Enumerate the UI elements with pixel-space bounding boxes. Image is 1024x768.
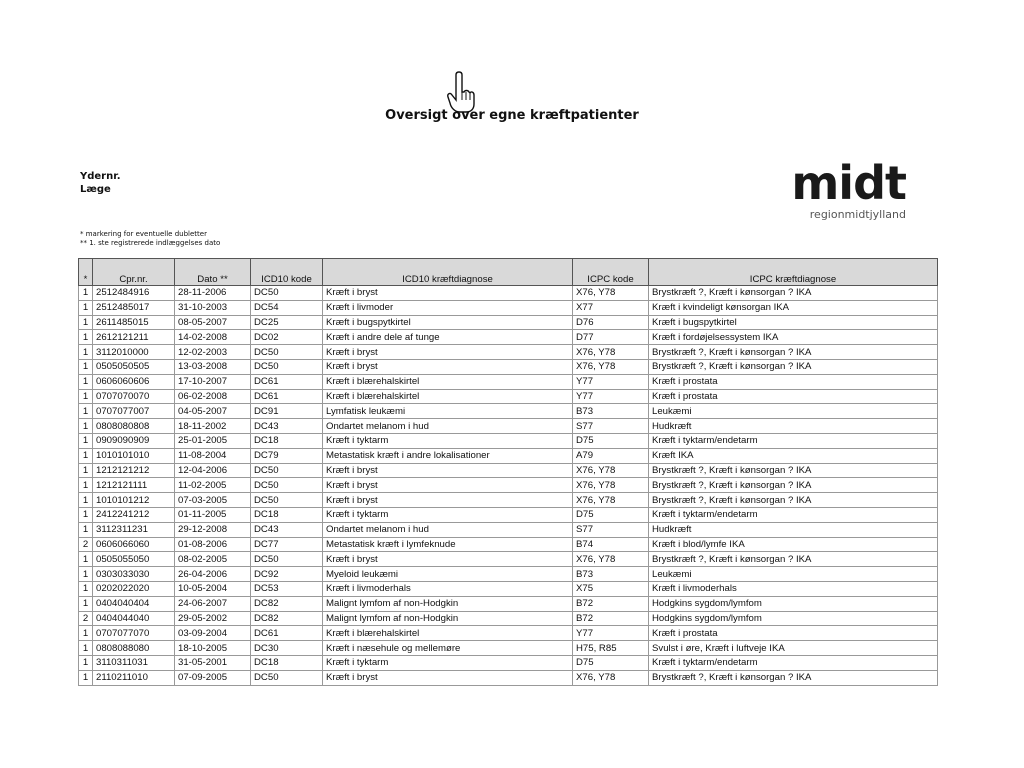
table-body bbox=[79, 286, 938, 686]
icpc-diagnosis: Brystkræft ?, Kræft i kønsorgan ? IKA bbox=[649, 552, 938, 567]
icpc-diagnosis: Kræft i livmoderhals bbox=[649, 581, 938, 596]
icpc-diagnosis: Hodgkins sygdom/lymfom bbox=[649, 596, 938, 611]
icd10-kode-header: ICD10 kode bbox=[251, 259, 323, 286]
date: 03-09-2004 bbox=[175, 626, 251, 641]
icpc-code: X76, Y78 bbox=[573, 478, 649, 493]
icd10-code: DC30 bbox=[251, 641, 323, 656]
table-row bbox=[79, 286, 938, 301]
table-row bbox=[79, 374, 938, 389]
date: 25-01-2005 bbox=[175, 433, 251, 448]
cancer-patients-table bbox=[78, 258, 938, 686]
icpc-diagnosis: Kræft i bugspytkirtel bbox=[649, 315, 938, 330]
icpc-code: B74 bbox=[573, 537, 649, 552]
icd10-diagnosis: Metastatisk kræft i lymfeknude bbox=[323, 537, 573, 552]
icpc-code: X76, Y78 bbox=[573, 359, 649, 374]
date: 10-05-2004 bbox=[175, 581, 251, 596]
icpc-code: A79 bbox=[573, 448, 649, 463]
icd10-code: DC43 bbox=[251, 522, 323, 537]
table-row bbox=[79, 537, 938, 552]
icpc-code: Y77 bbox=[573, 389, 649, 404]
icpc-diagnosis: Kræft i fordøjelsessystem IKA bbox=[649, 330, 938, 345]
dublet-marker: 1 bbox=[79, 330, 93, 345]
dublet-marker: 1 bbox=[79, 300, 93, 315]
date: 18-10-2005 bbox=[175, 641, 251, 656]
dublet-marker: 1 bbox=[79, 345, 93, 360]
cpr-number: 0606060606 bbox=[93, 374, 175, 389]
icd10-code: DC82 bbox=[251, 596, 323, 611]
icd10-code: DC53 bbox=[251, 581, 323, 596]
icd10-diagnosis: Metastatisk kræft i andre lokalisationer bbox=[323, 448, 573, 463]
table-row bbox=[79, 522, 938, 537]
dublet-marker: 1 bbox=[79, 419, 93, 434]
icpc-code: D77 bbox=[573, 330, 649, 345]
cpr-number: 2612121211 bbox=[93, 330, 175, 345]
date: 06-02-2008 bbox=[175, 389, 251, 404]
footnote-date: ** 1. ste registrerede indlæggelses dato bbox=[80, 239, 221, 247]
cpr-number: 2512484916 bbox=[93, 286, 175, 301]
icd10-code: DC92 bbox=[251, 567, 323, 582]
dublet-marker: 1 bbox=[79, 581, 93, 596]
icd10-code: DC61 bbox=[251, 626, 323, 641]
icd10-code: DC50 bbox=[251, 478, 323, 493]
date: 07-03-2005 bbox=[175, 493, 251, 508]
cpr-number: 2412241212 bbox=[93, 507, 175, 522]
cpr-number: 2512485017 bbox=[93, 300, 175, 315]
icd10-code: DC91 bbox=[251, 404, 323, 419]
dublet-marker: 1 bbox=[79, 374, 93, 389]
table-row bbox=[79, 552, 938, 567]
icd10-diagnosis: Kræft i bryst bbox=[323, 463, 573, 478]
icpc-code: X77 bbox=[573, 300, 649, 315]
doctor-info bbox=[80, 170, 121, 196]
ydernr-label: Ydernr. bbox=[80, 171, 121, 182]
region-midt-logo bbox=[786, 156, 906, 221]
dublet-marker-header: * bbox=[79, 259, 93, 286]
icd10-diagnosis: Kræft i andre dele af tunge bbox=[323, 330, 573, 345]
icd10-code: DC50 bbox=[251, 359, 323, 374]
date: 17-10-2007 bbox=[175, 374, 251, 389]
icpc-code: H75, R85 bbox=[573, 641, 649, 656]
cpr-number: 0606066060 bbox=[93, 537, 175, 552]
icpc-code: X76, Y78 bbox=[573, 552, 649, 567]
dublet-marker: 2 bbox=[79, 537, 93, 552]
icd10-code: DC18 bbox=[251, 433, 323, 448]
icpc-code: B73 bbox=[573, 567, 649, 582]
icd10-diagnosis: Ondartet melanom i hud bbox=[323, 419, 573, 434]
icpc-code: D76 bbox=[573, 315, 649, 330]
icd10-diagnosis: Kræft i livmoder bbox=[323, 300, 573, 315]
dato-header: Dato ** bbox=[175, 259, 251, 286]
table-row bbox=[79, 493, 938, 508]
cpr-number: 0404040404 bbox=[93, 596, 175, 611]
icpc-diagnosis: Brystkræft ?, Kræft i kønsorgan ? IKA bbox=[649, 670, 938, 685]
date: 11-08-2004 bbox=[175, 448, 251, 463]
icd10-code: DC50 bbox=[251, 670, 323, 685]
icd10-diagnose-header: ICD10 kræftdiagnose bbox=[323, 259, 573, 286]
icd10-code: DC02 bbox=[251, 330, 323, 345]
dublet-marker: 2 bbox=[79, 611, 93, 626]
icd10-code: DC61 bbox=[251, 374, 323, 389]
icd10-diagnosis: Kræft i bryst bbox=[323, 286, 573, 301]
cpr-number: 0707077007 bbox=[93, 404, 175, 419]
table-row bbox=[79, 419, 938, 434]
icpc-code: Y77 bbox=[573, 374, 649, 389]
icpc-code: B72 bbox=[573, 596, 649, 611]
date: 08-05-2007 bbox=[175, 315, 251, 330]
table-row bbox=[79, 463, 938, 478]
icd10-diagnosis: Kræft i bryst bbox=[323, 670, 573, 685]
icd10-code: DC50 bbox=[251, 345, 323, 360]
dublet-marker: 1 bbox=[79, 404, 93, 419]
icpc-code: X76, Y78 bbox=[573, 463, 649, 478]
icpc-diagnosis: Kræft i prostata bbox=[649, 626, 938, 641]
icpc-code: X76, Y78 bbox=[573, 286, 649, 301]
date: 07-09-2005 bbox=[175, 670, 251, 685]
dublet-marker: 1 bbox=[79, 448, 93, 463]
cpr-number: 3110311031 bbox=[93, 655, 175, 670]
dublet-marker: 1 bbox=[79, 641, 93, 656]
date: 26-04-2006 bbox=[175, 567, 251, 582]
date: 24-06-2007 bbox=[175, 596, 251, 611]
footnote-duplicates: * markering for eventuelle dubletter bbox=[80, 230, 207, 238]
table-row bbox=[79, 359, 938, 374]
dublet-marker: 1 bbox=[79, 493, 93, 508]
icd10-code: DC25 bbox=[251, 315, 323, 330]
table-row bbox=[79, 345, 938, 360]
icd10-diagnosis: Malignt lymfom af non-Hodgkin bbox=[323, 596, 573, 611]
table-row bbox=[79, 300, 938, 315]
table-row bbox=[79, 641, 938, 656]
footnotes bbox=[80, 230, 220, 248]
icpc-code: X76, Y78 bbox=[573, 670, 649, 685]
icpc-diagnosis: Brystkræft ?, Kræft i kønsorgan ? IKA bbox=[649, 345, 938, 360]
cpr-number: 0707070070 bbox=[93, 389, 175, 404]
icd10-diagnosis: Kræft i blærehalskirtel bbox=[323, 389, 573, 404]
icpc-diagnosis: Kræft IKA bbox=[649, 448, 938, 463]
icd10-code: DC54 bbox=[251, 300, 323, 315]
icpc-code: S77 bbox=[573, 419, 649, 434]
dublet-marker: 1 bbox=[79, 286, 93, 301]
icd10-diagnosis: Kræft i tyktarm bbox=[323, 655, 573, 670]
cpr-number: 0909090909 bbox=[93, 433, 175, 448]
cpr-number: 0808080808 bbox=[93, 419, 175, 434]
date: 01-11-2005 bbox=[175, 507, 251, 522]
dublet-marker: 1 bbox=[79, 359, 93, 374]
icpc-diagnosis: Brystkræft ?, Kræft i kønsorgan ? IKA bbox=[649, 359, 938, 374]
icpc-code: X75 bbox=[573, 581, 649, 596]
icd10-code: DC50 bbox=[251, 493, 323, 508]
logo-subtitle: regionmidtjylland bbox=[809, 208, 906, 221]
cpr-number: 1010101010 bbox=[93, 448, 175, 463]
icpc-code: B72 bbox=[573, 611, 649, 626]
icd10-diagnosis: Kræft i bryst bbox=[323, 552, 573, 567]
dublet-marker: 1 bbox=[79, 626, 93, 641]
table-row bbox=[79, 581, 938, 596]
table-header-row bbox=[79, 259, 938, 286]
cpr-number: 2110211010 bbox=[93, 670, 175, 685]
icpc-diagnosis: Leukæmi bbox=[649, 404, 938, 419]
date: 13-03-2008 bbox=[175, 359, 251, 374]
dublet-marker: 1 bbox=[79, 315, 93, 330]
cpr-number: 2611485015 bbox=[93, 315, 175, 330]
icd10-diagnosis: Kræft i bryst bbox=[323, 359, 573, 374]
dublet-marker: 1 bbox=[79, 552, 93, 567]
date: 31-05-2001 bbox=[175, 655, 251, 670]
icd10-code: DC82 bbox=[251, 611, 323, 626]
icpc-diagnosis: Kræft i tyktarm/endetarm bbox=[649, 655, 938, 670]
table-row bbox=[79, 315, 938, 330]
icd10-diagnosis: Kræft i blærehalskirtel bbox=[323, 626, 573, 641]
table-row bbox=[79, 611, 938, 626]
cpr-number: 0202022020 bbox=[93, 581, 175, 596]
cpr-number: 1212121111 bbox=[93, 478, 175, 493]
table-row bbox=[79, 567, 938, 582]
page-title: Oversigt over egne kræftpatienter bbox=[385, 108, 639, 123]
icd10-diagnosis: Kræft i bugspytkirtel bbox=[323, 315, 573, 330]
icpc-code: D75 bbox=[573, 433, 649, 448]
table-row bbox=[79, 596, 938, 611]
table-row bbox=[79, 448, 938, 463]
icpc-diagnosis: Kræft i tyktarm/endetarm bbox=[649, 433, 938, 448]
icd10-diagnosis: Kræft i bryst bbox=[323, 493, 573, 508]
icd10-code: DC79 bbox=[251, 448, 323, 463]
icpc-code: S77 bbox=[573, 522, 649, 537]
icpc-kode-header: ICPC kode bbox=[573, 259, 649, 286]
cpr-number: 0303033030 bbox=[93, 567, 175, 582]
icd10-diagnosis: Kræft i bryst bbox=[323, 478, 573, 493]
icpc-code: B73 bbox=[573, 404, 649, 419]
table-row bbox=[79, 404, 938, 419]
cpr-number: 0707077070 bbox=[93, 626, 175, 641]
date: 29-12-2008 bbox=[175, 522, 251, 537]
icpc-diagnosis: Leukæmi bbox=[649, 567, 938, 582]
icpc-diagnosis: Hodgkins sygdom/lymfom bbox=[649, 611, 938, 626]
icpc-diagnosis: Kræft i tyktarm/endetarm bbox=[649, 507, 938, 522]
date: 12-04-2006 bbox=[175, 463, 251, 478]
table-row bbox=[79, 330, 938, 345]
icpc-code: X76, Y78 bbox=[573, 493, 649, 508]
icd10-diagnosis: Malignt lymfom af non-Hodgkin bbox=[323, 611, 573, 626]
date: 14-02-2008 bbox=[175, 330, 251, 345]
icpc-diagnosis: Kræft i prostata bbox=[649, 389, 938, 404]
dublet-marker: 1 bbox=[79, 567, 93, 582]
cpr-number: 1010101212 bbox=[93, 493, 175, 508]
icpc-diagnosis: Svulst i øre, Kræft i luftveje IKA bbox=[649, 641, 938, 656]
icpc-diagnosis: Brystkræft ?, Kræft i kønsorgan ? IKA bbox=[649, 478, 938, 493]
cpr-number: 0505050505 bbox=[93, 359, 175, 374]
icpc-diagnosis: Brystkræft ?, Kræft i kønsorgan ? IKA bbox=[649, 286, 938, 301]
icpc-diagnosis: Kræft i prostata bbox=[649, 374, 938, 389]
icpc-code: X76, Y78 bbox=[573, 345, 649, 360]
icd10-code: DC50 bbox=[251, 552, 323, 567]
icd10-diagnosis: Kræft i blærehalskirtel bbox=[323, 374, 573, 389]
icd10-code: DC50 bbox=[251, 286, 323, 301]
date: 29-05-2002 bbox=[175, 611, 251, 626]
dublet-marker: 1 bbox=[79, 596, 93, 611]
table-row bbox=[79, 655, 938, 670]
icd10-diagnosis: Kræft i livmoderhals bbox=[323, 581, 573, 596]
date: 08-02-2005 bbox=[175, 552, 251, 567]
dublet-marker: 1 bbox=[79, 389, 93, 404]
icd10-diagnosis: Kræft i næsehule og mellemøre bbox=[323, 641, 573, 656]
dublet-marker: 1 bbox=[79, 655, 93, 670]
icd10-code: DC18 bbox=[251, 507, 323, 522]
icpc-diagnosis: Kræft i blod/lymfe IKA bbox=[649, 537, 938, 552]
icd10-code: DC61 bbox=[251, 389, 323, 404]
icd10-code: DC77 bbox=[251, 537, 323, 552]
icpc-code: D75 bbox=[573, 507, 649, 522]
date: 18-11-2002 bbox=[175, 419, 251, 434]
date: 28-11-2006 bbox=[175, 286, 251, 301]
icd10-code: DC50 bbox=[251, 463, 323, 478]
dublet-marker: 1 bbox=[79, 670, 93, 685]
dublet-marker: 1 bbox=[79, 478, 93, 493]
table-row bbox=[79, 433, 938, 448]
table-row bbox=[79, 478, 938, 493]
table-row bbox=[79, 670, 938, 685]
logo-wordmark: midt bbox=[791, 156, 906, 210]
icd10-diagnosis: Kræft i tyktarm bbox=[323, 433, 573, 448]
table-row bbox=[79, 626, 938, 641]
cpr-header: Cpr.nr. bbox=[93, 259, 175, 286]
icpc-diagnose-header: ICPC kræftdiagnose bbox=[649, 259, 938, 286]
cpr-number: 0808088080 bbox=[93, 641, 175, 656]
icd10-code: DC43 bbox=[251, 419, 323, 434]
laege-label: Læge bbox=[80, 184, 111, 195]
table-row bbox=[79, 389, 938, 404]
dublet-marker: 1 bbox=[79, 522, 93, 537]
icd10-diagnosis: Myeloid leukæmi bbox=[323, 567, 573, 582]
date: 11-02-2005 bbox=[175, 478, 251, 493]
date: 31-10-2003 bbox=[175, 300, 251, 315]
cpr-number: 1212121212 bbox=[93, 463, 175, 478]
dublet-marker: 1 bbox=[79, 463, 93, 478]
date: 01-08-2006 bbox=[175, 537, 251, 552]
date: 04-05-2007 bbox=[175, 404, 251, 419]
cpr-number: 3112010000 bbox=[93, 345, 175, 360]
icd10-diagnosis: Lymfatisk leukæmi bbox=[323, 404, 573, 419]
table-row bbox=[79, 507, 938, 522]
icpc-diagnosis: Hudkræft bbox=[649, 419, 938, 434]
dublet-marker: 1 bbox=[79, 507, 93, 522]
icpc-diagnosis: Kræft i kvindeligt kønsorgan IKA bbox=[649, 300, 938, 315]
icd10-diagnosis: Kræft i tyktarm bbox=[323, 507, 573, 522]
cpr-number: 0404044040 bbox=[93, 611, 175, 626]
cpr-number: 3112311231 bbox=[93, 522, 175, 537]
date: 12-02-2003 bbox=[175, 345, 251, 360]
dublet-marker: 1 bbox=[79, 433, 93, 448]
icd10-diagnosis: Ondartet melanom i hud bbox=[323, 522, 573, 537]
cpr-number: 0505055050 bbox=[93, 552, 175, 567]
icd10-diagnosis: Kræft i bryst bbox=[323, 345, 573, 360]
icd10-code: DC18 bbox=[251, 655, 323, 670]
icpc-diagnosis: Brystkræft ?, Kræft i kønsorgan ? IKA bbox=[649, 463, 938, 478]
icpc-diagnosis: Brystkræft ?, Kræft i kønsorgan ? IKA bbox=[649, 493, 938, 508]
icpc-code: Y77 bbox=[573, 626, 649, 641]
icpc-code: D75 bbox=[573, 655, 649, 670]
icpc-diagnosis: Hudkræft bbox=[649, 522, 938, 537]
